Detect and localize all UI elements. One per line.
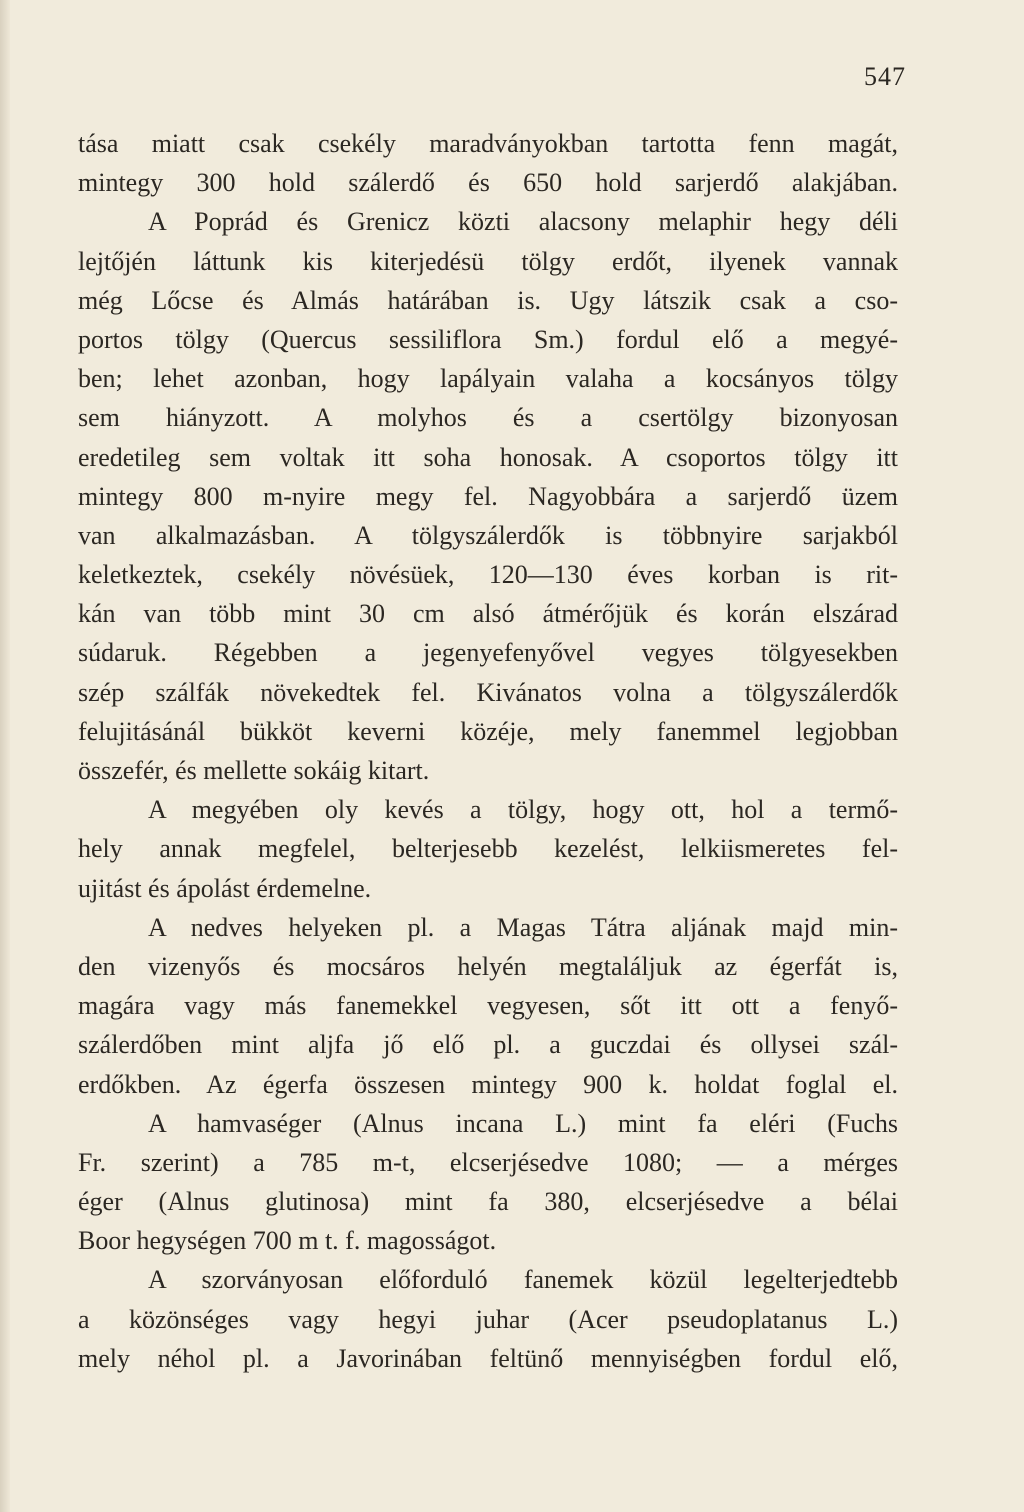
text-line: lejtőjén láttunk kis kiterjedésü tölgy erdőt, ilyenek vannak: [78, 246, 898, 276]
text-line: tása miatt csak csekély maradványokban tartotta fenn magát,: [78, 129, 898, 158]
text-line: szálerdőben mint aljfa jő elő pl. a guczdai és ollysei szál-: [78, 1030, 898, 1060]
text-line: portos tölgy (Quercus sessiliflora Sm.) fordul elő a megyé-: [78, 324, 898, 354]
body-text: [78, 124, 898, 1378]
text-line: kán van több mint 30 cm alsó átmérőjük és korán elszárad: [78, 599, 898, 629]
text-line: den vizenyős és mocsáros helyén megtaláljuk az égerfát is,: [78, 951, 898, 981]
text-line: mely néhol pl. a Javorinában feltünő mennyiségben fordul elő,: [78, 1343, 898, 1373]
text-line: éger (Alnus glutinosa) mint fa 380, elcserjésedve a bélai: [78, 1187, 898, 1217]
text-line: A nedves helyeken pl. a Magas Tátra aljának majd min-: [148, 912, 898, 942]
text-line: magára vagy más fanemekkel vegyesen, sőt itt ott a fenyő-: [78, 991, 898, 1021]
text-line: ujitást és ápolást érdemelne.: [78, 873, 372, 903]
text-line: összefér, és mellette sokáig kitart.: [78, 756, 430, 785]
text-line: eredetileg sem voltak itt soha honosak. A csoportos tölgy itt: [78, 442, 898, 472]
page-number: 547: [864, 62, 906, 91]
text-line: A Poprád és Grenicz közti alacsony melaphir hegy déli: [148, 207, 898, 237]
text-line: sem hiányzott. A molyhos és a csertölgy bizonyosan: [78, 403, 898, 433]
text-line: szép szálfák növekedtek fel. Kivánatos volna a tölgyszálerdők: [78, 677, 898, 707]
text-line: Fr. szerint) a 785 m-t, elcserjésedve 1080; — a mérges: [78, 1147, 898, 1177]
text-line: mintegy 300 hold szálerdő és 650 hold sarjerdő alakjában.: [78, 168, 898, 198]
text-line: Boor hegységen 700 m t. f. magosságot.: [78, 1226, 497, 1256]
text-line: felujitásánál bükköt keverni közéje, mely fanemmel legjobban: [78, 716, 898, 746]
text-line: súdaruk. Régebben a jegenyefenyővel vegyes tölgyesekben: [78, 638, 898, 668]
text-line: mintegy 800 m-nyire megy fel. Nagyobbára a sarjerdő üzem: [78, 481, 898, 511]
text-line: keletkeztek, csekély növésüek, 120—130 éves korban is rit-: [78, 560, 898, 590]
text-line: erdőkben. Az égerfa összesen mintegy 900 k. holdat foglal el.: [78, 1069, 898, 1099]
page-edge: [0, 0, 10, 1512]
text-line: van alkalmazásban. A tölgyszálerdők is többnyire sarjakból: [78, 520, 898, 550]
text-line: A szorványosan előforduló fanemek közül legelterjedtebb: [148, 1265, 898, 1295]
text-line: A hamvaséger (Alnus incana L.) mint fa eléri (Fuchs: [148, 1108, 898, 1138]
text-line: hely annak megfelel, belterjesebb kezelést, lelkiismeretes fel-: [78, 834, 898, 864]
text-line: ben; lehet azonban, hogy lapályain valaha a kocsányos tölgy: [78, 364, 898, 394]
text-line: a közönséges vagy hegyi juhar (Acer pseudoplatanus L.): [78, 1304, 898, 1334]
text-line: még Lőcse és Almás határában is. Ugy látszik csak a cso-: [78, 285, 898, 315]
text-line: A megyében oly kevés a tölgy, hogy ott, hol a termő-: [148, 795, 898, 825]
